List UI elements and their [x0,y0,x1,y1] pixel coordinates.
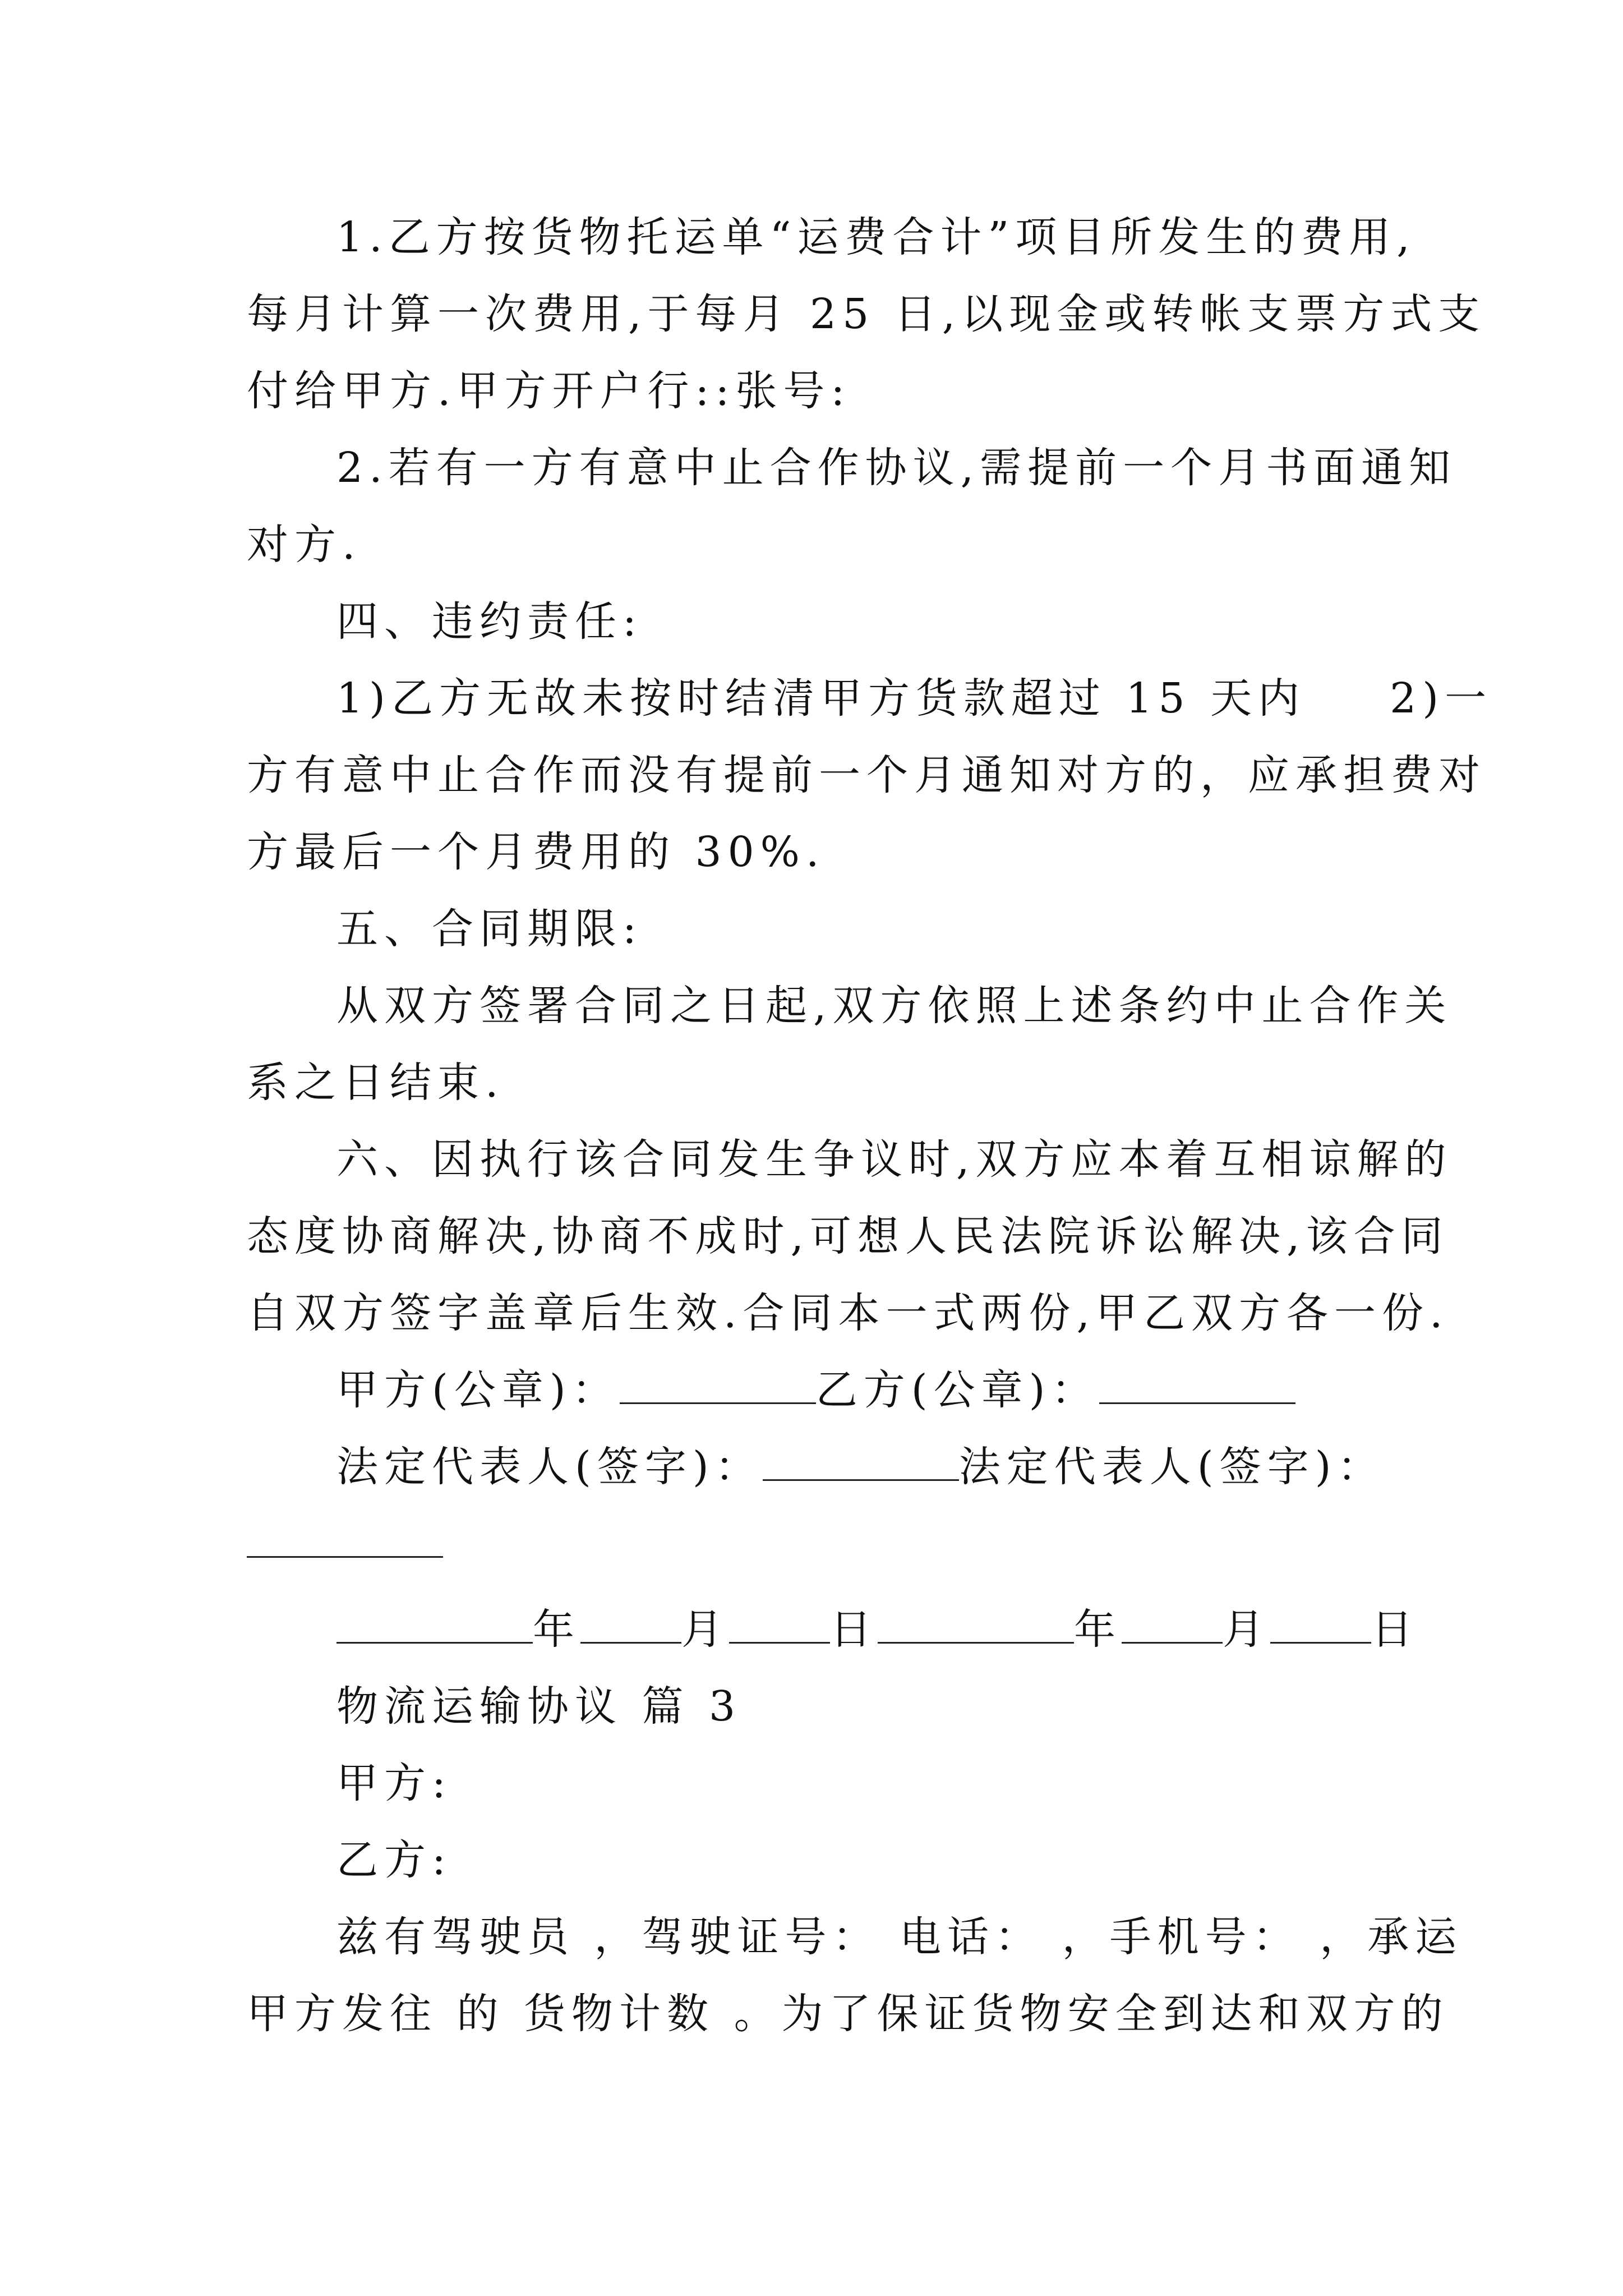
party-a-rep-blank [763,1440,959,1481]
section-title: 物流运输协议 篇 3 [336,1682,742,1731]
party-b-rep-blank-line [247,1513,443,1575]
party-a-line: 甲方: [336,1759,452,1807]
paragraph-line: 兹有驾驶员 ，驾驶证号： 电话： ，手机号： ，承运 [336,1913,1463,1961]
year-label: 年 [1074,1605,1122,1654]
year-blank-b [878,1603,1074,1644]
party-b-line: 乙方: [336,1836,452,1884]
paragraph-line [336,668,1492,729]
day-label: 日 [1371,1605,1419,1654]
clause-1: 1)乙方无故未按时结清甲方货款超过 15 天内 [336,674,1306,723]
paragraph-line: 态度协商解决,协商不成时,可想人民法院诉讼解决,该合同 [247,1212,1449,1260]
month-blank-b [1122,1603,1223,1644]
paragraph-line: 自双方签字盖章后生效.合同本一式两份,甲乙双方各一份. [247,1289,1449,1337]
paragraph-line: 对方. [247,521,362,569]
paragraph-line: 方最后一个月费用的 30%. [247,828,826,876]
signature-rep-line [336,1436,1385,1498]
day-blank-b [1270,1603,1371,1644]
party-a-seal-label: 甲方(公章)： [336,1366,620,1414]
signature-seal-line [336,1359,1295,1421]
section-heading: 四、违约责任: [336,597,643,646]
clause-2-start: 2)一 [1390,674,1493,723]
paragraph-line: 方有意中止合作而没有提前一个月通知对方的，应承担费对 [247,751,1486,799]
paragraph-line: 2.若有一方有意中止合作协议,需提前一个月书面通知 [336,444,1457,492]
party-b-seal-blank [1099,1363,1295,1404]
date-line [336,1599,1419,1660]
paragraph-line: 系之日结束. [247,1059,505,1107]
month-blank-a [580,1603,681,1644]
paragraph-line: 从双方签署合同之日起,双方依照上述条约中止合作关 [336,982,1453,1030]
paragraph-line: 付给甲方.甲方开户行::张号: [247,367,851,415]
party-b-rep-blank [247,1517,443,1558]
party-b-rep-label: 法定代表人(签字)： [958,1443,1385,1491]
paragraph-line: 1.乙方按货物托运单“运费合计”项目所发生的费用, [336,213,1416,261]
paragraph-line: 六、因执行该合同发生争议时,双方应本着互相谅解的 [336,1135,1453,1184]
day-label: 日 [830,1605,878,1654]
paragraph-line: 甲方发往 的 货物计数 。为了保证货物安全到达和双方的 [247,1990,1449,2038]
day-blank-a [729,1603,830,1644]
section-heading: 五、合同期限: [336,905,643,953]
year-blank-a [336,1603,533,1644]
party-a-rep-label: 法定代表人(签字)： [336,1443,763,1491]
party-b-seal-label: 乙方(公章)： [815,1366,1099,1414]
party-a-seal-blank [620,1363,816,1404]
paragraph-line: 每月计算一次费用,于每月 25 日,以现金或转帐支票方式支 [247,290,1486,338]
month-label: 月 [681,1605,729,1654]
year-label: 年 [533,1605,580,1654]
month-label: 月 [1223,1605,1270,1654]
